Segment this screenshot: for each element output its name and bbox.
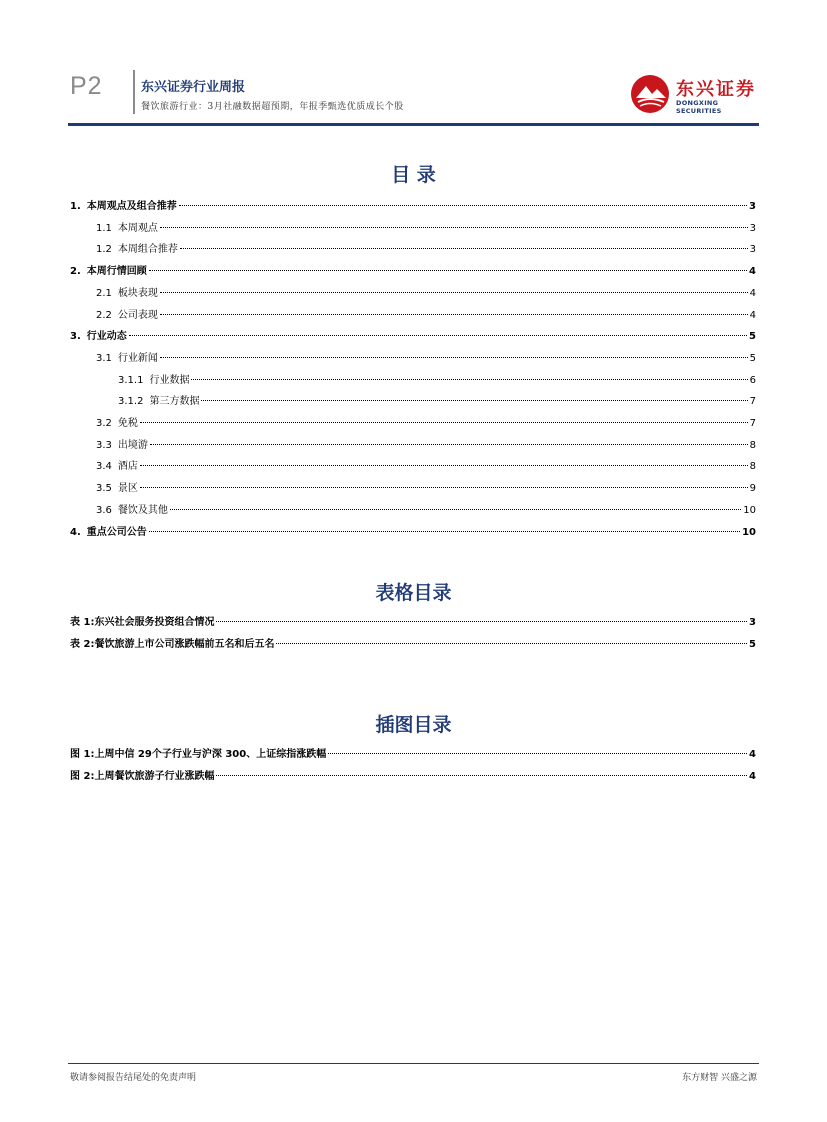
toc-entry-title: 本周观点: [117, 222, 158, 234]
toc-leader-dots: [140, 465, 748, 466]
toc-entry-number: 1.2: [96, 244, 112, 256]
toc-leader-dots: [129, 335, 747, 336]
toc-entry[interactable]: [70, 287, 756, 300]
page-header: [0, 0, 827, 130]
toc-leader-dots: [160, 227, 748, 228]
header-divider: [133, 70, 135, 114]
toc-leader-dots: [179, 205, 747, 206]
toc-entry[interactable]: [70, 638, 756, 651]
toc-title: 目 录: [391, 164, 436, 186]
toc-entry-title: 表 2:餐饮旅游上市公司涨跌幅前五名和后五名: [70, 638, 275, 650]
toc-leader-dots: [149, 531, 740, 532]
toc-entry-title: 酒店: [117, 461, 138, 473]
toc-entry-page: 8: [749, 439, 756, 451]
toc-entry[interactable]: [70, 265, 756, 278]
toc-entry-number: 3.4: [96, 461, 112, 473]
toc-entry-title: 行业新闻: [117, 352, 158, 364]
toc-entry-page: 3: [749, 201, 756, 212]
toc-entry[interactable]: [70, 309, 756, 322]
toc-leader-dots: [160, 292, 748, 293]
toc-entry-number: 3.1.1: [118, 374, 144, 386]
toc-entry-number: 1.1: [96, 222, 112, 234]
logo-text-en: DONGXING SECURITIES: [676, 99, 722, 115]
toc-entry-title: 板块表现: [117, 287, 158, 299]
figures-title: 插图目录: [375, 714, 452, 736]
toc-entry[interactable]: [70, 417, 756, 430]
toc-entry[interactable]: [70, 352, 756, 365]
tables-title: 表格目录: [375, 582, 452, 604]
toc-entry[interactable]: [70, 243, 756, 256]
toc-entry-page: 7: [749, 396, 756, 408]
toc-entry-title: 图 1:上周中信 29个子行业与沪深 300、上证综指涨跌幅: [70, 749, 327, 760]
toc-entry[interactable]: [70, 526, 756, 539]
toc-entry-number: 2.1: [96, 287, 112, 299]
footer-disclaimer: 敬请参阅报告结尾处的免责声明: [70, 1073, 197, 1083]
toc-entry[interactable]: [70, 616, 756, 629]
toc-entry-number: 2.: [70, 266, 81, 278]
toc-leader-dots: [216, 775, 747, 776]
toc-entry-page: 4: [749, 309, 756, 321]
toc-entry-number: 3.: [70, 331, 81, 343]
toc-entry-title: 本周观点及组合推荐: [86, 201, 177, 212]
toc-entry-number: 4.: [70, 526, 81, 538]
toc-entry-page: 5: [749, 638, 756, 650]
toc-entry-page: 4: [749, 266, 756, 278]
page-number: P2: [70, 72, 103, 100]
toc-leader-dots: [276, 643, 747, 644]
logo-emblem-icon: [630, 74, 672, 114]
page-footer: [0, 1060, 827, 1100]
toc-leader-dots: [191, 379, 747, 380]
footer-rule: [68, 1063, 759, 1064]
toc-entry-number: 3.1.2: [118, 396, 144, 408]
toc-entry-title: 重点公司公告: [86, 526, 147, 538]
toc-entry-page: 4: [749, 287, 756, 299]
logo-text-cn: 东兴证券: [676, 79, 756, 100]
toc-entry-number: 3.5: [96, 483, 112, 495]
toc-entry-page: 3: [749, 244, 756, 256]
toc-leader-dots: [160, 314, 748, 315]
toc-entry-page: 8: [749, 461, 756, 473]
toc-entry-page: 5: [749, 352, 756, 364]
report-type: 东兴证券行业周报: [141, 80, 246, 95]
toc-entry-title: 表 1:东兴社会服务投资组合情况: [70, 617, 215, 628]
toc-entry-page: 4: [749, 749, 756, 760]
header-rule: [68, 123, 759, 126]
toc-entry[interactable]: [70, 200, 756, 213]
toc-entry-number: 3.2: [96, 418, 112, 429]
toc-entry-title: 免税: [117, 418, 138, 429]
toc-leader-dots: [170, 509, 741, 510]
toc-entry-number: 2.2: [96, 309, 112, 321]
toc-leader-dots: [328, 753, 747, 754]
toc-entry[interactable]: [70, 482, 756, 495]
toc-leader-dots: [160, 357, 748, 358]
footer-slogan: 东方财智 兴盛之源: [682, 1073, 757, 1083]
toc-entry-page: 4: [749, 770, 756, 782]
toc-entry-title: 本周行情回顾: [86, 266, 147, 278]
toc-entry[interactable]: [70, 460, 756, 473]
toc-entry-page: 10: [743, 504, 756, 516]
toc-leader-dots: [201, 400, 747, 401]
toc-entry-number: 3.6: [96, 504, 112, 516]
toc-entry-page: 3: [749, 617, 756, 628]
toc-entry-title: 本周组合推荐: [117, 244, 178, 256]
toc-entry[interactable]: [70, 748, 756, 761]
toc-entry-number: 3.1: [96, 352, 112, 364]
toc-leader-dots: [150, 444, 748, 445]
toc-entry-title: 餐饮及其他: [117, 504, 168, 516]
toc-entry[interactable]: [70, 222, 756, 235]
toc-leader-dots: [140, 422, 748, 423]
toc-entry[interactable]: [70, 374, 756, 387]
company-logo: [630, 74, 760, 114]
toc-leader-dots: [216, 621, 747, 622]
toc-entry-title: 图 2:上周餐饮旅游子行业涨跌幅: [70, 770, 215, 782]
toc-entry-title: 行业动态: [86, 331, 127, 343]
toc-entry-title: 出境游: [117, 439, 148, 451]
toc-entry[interactable]: [70, 439, 756, 452]
toc-leader-dots: [180, 248, 748, 249]
toc-entry-page: 9: [749, 483, 756, 495]
toc-leader-dots: [149, 270, 747, 271]
toc-entry-title: 行业数据: [149, 374, 190, 386]
toc-entry-page: 10: [742, 526, 756, 538]
toc-entry-page: 3: [749, 222, 756, 234]
report-subtitle: 餐饮旅游行业：3月社融数据超预期，年报季甄选优质成长个股: [141, 102, 404, 112]
toc-entry[interactable]: [70, 770, 756, 783]
toc-entry[interactable]: [70, 504, 756, 517]
toc-entry-title: 公司表现: [117, 309, 158, 321]
toc-leader-dots: [140, 487, 748, 488]
toc-entry-title: 第三方数据: [149, 396, 200, 408]
toc-entry-number: 1.: [70, 201, 81, 212]
toc-entry[interactable]: [70, 330, 756, 343]
toc-entry-page: 6: [749, 374, 756, 386]
toc-entry[interactable]: [70, 395, 756, 408]
toc-entry-page: 5: [749, 331, 756, 343]
toc-entry-title: 景区: [117, 483, 138, 495]
toc-entry-page: 7: [749, 418, 756, 429]
toc-entry-number: 3.3: [96, 439, 112, 451]
